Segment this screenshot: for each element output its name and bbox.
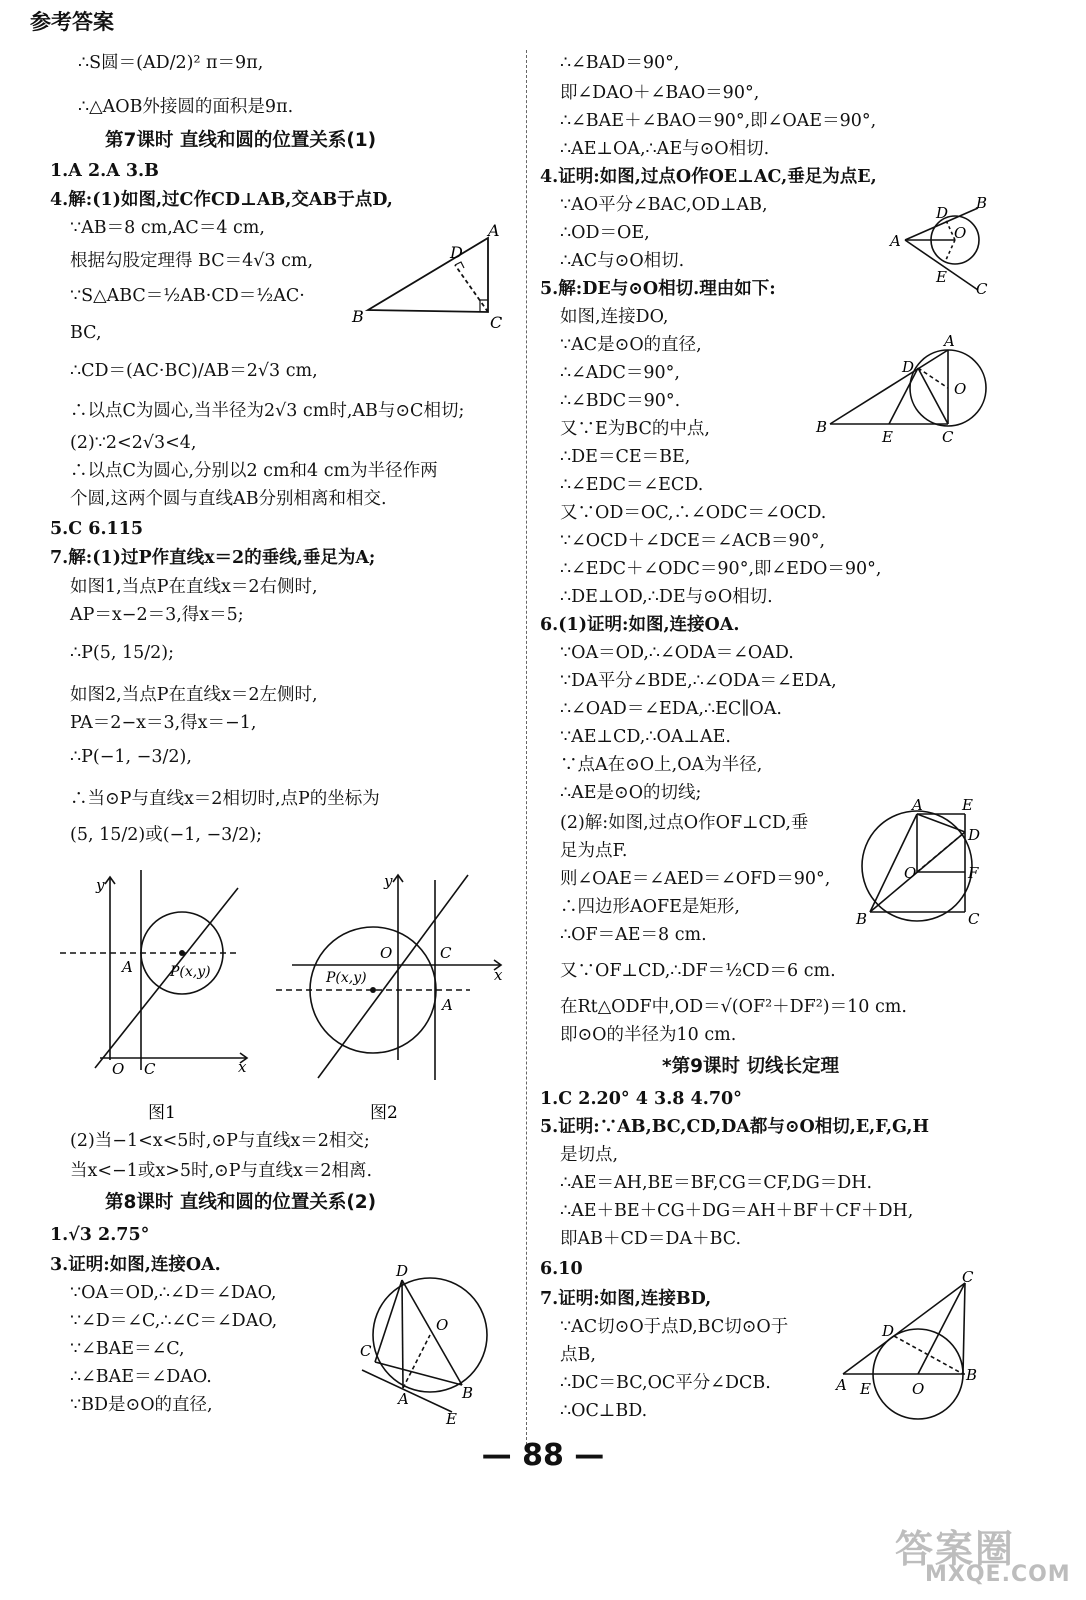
text-line: ∴∠EDC＋∠ODC＝90°,即∠EDO＝90°, [560, 559, 882, 579]
text-line: ∴OD＝OE, [560, 223, 650, 243]
watermark-url: MXQE.COM [925, 1562, 1071, 1587]
text-line: ∴∠ADC＝90°, [560, 363, 680, 383]
text-line: ∴DE⊥OD,∴DE与⊙O相切. [560, 587, 773, 607]
text-line: ∵BD是⊙O的直径, [70, 1395, 213, 1415]
text-line: ∴AE⊥OA,∴AE与⊙O相切. [560, 139, 770, 159]
fig-label: C [144, 1060, 156, 1078]
text-line: ∵S△ABC＝½AB·CD＝½AC· [70, 286, 305, 306]
text-line: 当x<−1或x>5时,⊙P与直线x＝2相离. [70, 1161, 373, 1181]
text-line: ∴S圆＝(AD/2)² π＝9π, [78, 53, 264, 73]
fig-label: C [360, 1342, 372, 1360]
text-line: ∴∠BAE＝∠DAO. [70, 1367, 212, 1387]
fig-label: B [976, 194, 988, 212]
fig-label: D [936, 204, 949, 222]
text-line: 7.解:(1)过P作直线x＝2的垂线,垂足为A; [50, 548, 376, 568]
text-line: ∴当⊙P与直线x＝2相切时,点P的坐标为 [70, 789, 380, 809]
text-line: 在Rt△ODF中,OD＝√(OF²＋DF²)＝10 cm. [560, 997, 907, 1017]
text-line: ∵DA平分∠BDE,∴∠ODA＝∠EDA, [560, 671, 837, 691]
text-line: ∵AE⊥CD,∴OA⊥AE. [560, 727, 731, 747]
fig-label: E [882, 428, 893, 446]
text-line: 又∵E为BC的中点, [560, 419, 710, 439]
section-heading: 第8课时 直线和圆的位置关系(2) [105, 1192, 377, 1213]
text-line: 5.证明:∵AB,BC,CD,DA都与⊙O相切,E,F,G,H [540, 1117, 929, 1137]
text-line: ∴P(−1, −3/2), [70, 747, 192, 767]
text-line: ∴AC与⊙O相切. [560, 251, 685, 271]
fig-label: B [856, 910, 868, 928]
text-line: 即AB＋CD＝DA＋BC. [560, 1229, 742, 1249]
text-line: 又∵OF⊥CD,∴DF＝½CD＝6 cm. [560, 961, 836, 981]
text-line: BC, [70, 323, 102, 343]
text-line: 1.C 2.20° 4 3.8 4.70° [540, 1089, 742, 1109]
text-line: 根据勾股定理得 BC＝4√3 cm, [70, 251, 314, 271]
fig2-caption: 图2 [370, 1103, 398, 1123]
fig-label: A [488, 221, 500, 240]
text-line: ∴AE＝AH,BE＝BF,CG＝CF,DG＝DH. [560, 1173, 873, 1193]
fig-label: x [238, 1058, 247, 1076]
page-header: 参考答案 [30, 10, 114, 34]
text-line: ∵AB＝8 cm,AC＝4 cm, [70, 218, 265, 238]
text-line: ∵AC是⊙O的直径, [560, 335, 702, 355]
fig-label: C [942, 428, 954, 446]
text-line: 4.证明:如图,过点O作OE⊥AC,垂足为点E, [540, 167, 877, 187]
fig-label: B [352, 307, 364, 326]
text-line: ∴以点C为圆心,当半径为2√3 cm时,AB与⊙C相切; [70, 401, 465, 421]
text-line: ∵∠BAE＝∠C, [70, 1339, 185, 1359]
text-line: 又∵OD＝OC,∴∠ODC＝∠OCD. [560, 503, 827, 523]
fig-label: O [436, 1316, 449, 1334]
text-line: 点B, [560, 1345, 596, 1365]
fig-label: A [890, 232, 901, 250]
fig2-point-p [370, 987, 376, 993]
fig-label: y [96, 876, 105, 894]
fig1-point-p [179, 950, 185, 956]
watermark-title: 答案圈 [895, 1527, 1016, 1571]
fig-label: A [836, 1376, 847, 1394]
fig-right-q6-circle [862, 811, 972, 921]
text-line: ∵OA＝OD,∴∠ODA＝∠OAD. [560, 643, 794, 663]
text-line: ∴△AOB外接圆的面积是9π. [78, 97, 294, 117]
text-line: ∴OF＝AE＝8 cm. [560, 925, 707, 945]
fig-label: D [968, 826, 981, 844]
fig-label: A [398, 1390, 409, 1408]
text-line: (2)∵2<2√3<4, [70, 433, 197, 453]
text-line: ∵OA＝OD,∴∠D＝∠DAO, [70, 1283, 277, 1303]
text-line: 是切点, [560, 1145, 619, 1165]
text-line: 1.√3 2.75° [50, 1225, 150, 1245]
fig-label: O [904, 864, 917, 882]
text-line: 6.(1)证明:如图,连接OA. [540, 615, 740, 635]
text-line: ∴DC＝BC,OC平分∠DCB. [560, 1373, 771, 1393]
text-line: ∵∠D＝∠C,∴∠C＝∠DAO, [70, 1311, 278, 1331]
text-line: 1.A 2.A 3.B [50, 161, 159, 181]
section-heading: *第9课时 切线长定理 [662, 1056, 839, 1077]
watermark [895, 1518, 1071, 1587]
text-line: 3.证明:如图,连接OA. [50, 1255, 221, 1275]
text-line: 足为点F. [560, 841, 628, 861]
text-line: ∵点A在⊙O上,OA为半径, [560, 755, 763, 775]
fig-label: A [442, 996, 453, 1014]
text-line: 6.10 [540, 1259, 583, 1279]
fig1-coordinate-plot [60, 870, 247, 1070]
text-line: 即∠DAO＋∠BAO＝90°, [560, 83, 760, 103]
text-line: 4.解:(1)如图,过C作CD⊥AB,交AB于点D, [50, 190, 393, 210]
text-line: AP＝x−2＝3,得x＝5; [70, 605, 244, 625]
fig2-coordinate-plot [276, 875, 501, 1080]
fig-label: E [936, 268, 947, 286]
fig-label: F [968, 864, 979, 882]
text-line: 如图2,当点P在直线x＝2左侧时, [70, 685, 318, 705]
fig-label: E [860, 1380, 871, 1398]
fig-label: E [446, 1410, 457, 1428]
fig-label: y [384, 872, 393, 890]
text-line: ∴∠BAE＋∠BAO＝90°,即∠OAE＝90°, [560, 111, 877, 131]
fig-label: C [440, 944, 452, 962]
text-line: (5, 15/2)或(−1, −3/2); [70, 825, 263, 845]
text-line: (2)当−1<x<5时,⊙P与直线x＝2相交; [70, 1131, 370, 1151]
text-line: 如图,连接DO, [560, 307, 669, 327]
text-line: ∴∠BDC＝90°. [560, 391, 681, 411]
fig-label: P(x,y) [326, 970, 367, 986]
fig-label: B [966, 1366, 978, 1384]
text-line: ∵AO平分∠BAC,OD⊥AB, [560, 195, 768, 215]
text-line: ∴AE＋BE＋CG＋DG＝AH＋BF＋CF＋DH, [560, 1201, 914, 1221]
text-line: ∵AC切⊙O于点D,BC切⊙O于 [560, 1317, 789, 1337]
fig1-caption: 图1 [148, 1103, 176, 1123]
fig-label: O [380, 944, 393, 962]
fig-label: E [962, 796, 973, 814]
fig-label: A [944, 332, 955, 350]
text-line: ∴∠EDC＝∠ECD. [560, 475, 704, 495]
page-number: — 88 — [481, 1438, 605, 1473]
text-line: 5.C 6.115 [50, 519, 144, 539]
fig-label: P(x,y) [170, 964, 211, 980]
fig-label: O [954, 380, 967, 398]
fig-label: D [396, 1262, 409, 1280]
fig-label: D [882, 1322, 895, 1340]
text-line: (2)解:如图,过点O作OF⊥CD,垂 [560, 813, 809, 833]
text-line: ∴∠OAD＝∠EDA,∴EC∥OA. [560, 699, 782, 719]
text-line: 即⊙O的半径为10 cm. [560, 1025, 737, 1045]
fig-label: O [112, 1060, 125, 1078]
text-line: ∴AE是⊙O的切线; [560, 783, 702, 803]
section-heading: 第7课时 直线和圆的位置关系(1) [105, 130, 377, 151]
text-line: ∴OC⊥BD. [560, 1401, 648, 1421]
text-line: PA＝2−x＝3,得x＝−1, [70, 713, 257, 733]
fig-left-q4-triangle [368, 238, 488, 312]
text-line: 个圆,这两个圆与直线AB分别相离和相交. [70, 489, 387, 509]
text-line: 则∠OAE＝∠AED＝∠OFD＝90°, [560, 869, 831, 889]
fig-label: C [976, 280, 988, 298]
text-line: ∵∠OCD＋∠DCE＝∠ACB＝90°, [560, 531, 826, 551]
text-line: ∴P(5, 15/2); [70, 643, 175, 663]
fig-label: C [962, 1268, 974, 1286]
text-line: ∴DE＝CE＝BE, [560, 447, 691, 467]
fig-label: D [902, 358, 915, 376]
text-line: 7.证明:如图,连接BD, [540, 1289, 712, 1309]
text-line: ∴以点C为圆心,分别以2 cm和4 cm为半径作两 [70, 461, 438, 481]
fig-label: O [954, 224, 967, 242]
text-line: 如图1,当点P在直线x＝2右侧时, [70, 577, 318, 597]
fig-label: A [912, 796, 923, 814]
text-line: ∴CD＝(AC·BC)/AB＝2√3 cm, [70, 361, 318, 381]
fig-label: C [968, 910, 980, 928]
fig-label: D [450, 243, 463, 262]
text-line: ∴四边形AOFE是矩形, [560, 897, 740, 917]
fig-label: C [490, 313, 503, 332]
fig-label: B [816, 418, 828, 436]
fig-label: B [462, 1384, 474, 1402]
text-line: 5.解:DE与⊙O相切.理由如下: [540, 279, 776, 299]
fig-label: x [494, 966, 503, 984]
fig-label: O [912, 1380, 925, 1398]
fig-label: A [122, 958, 133, 976]
text-line: ∴∠BAD＝90°, [560, 53, 680, 73]
fig-right-q7-semicircle [843, 1283, 965, 1419]
